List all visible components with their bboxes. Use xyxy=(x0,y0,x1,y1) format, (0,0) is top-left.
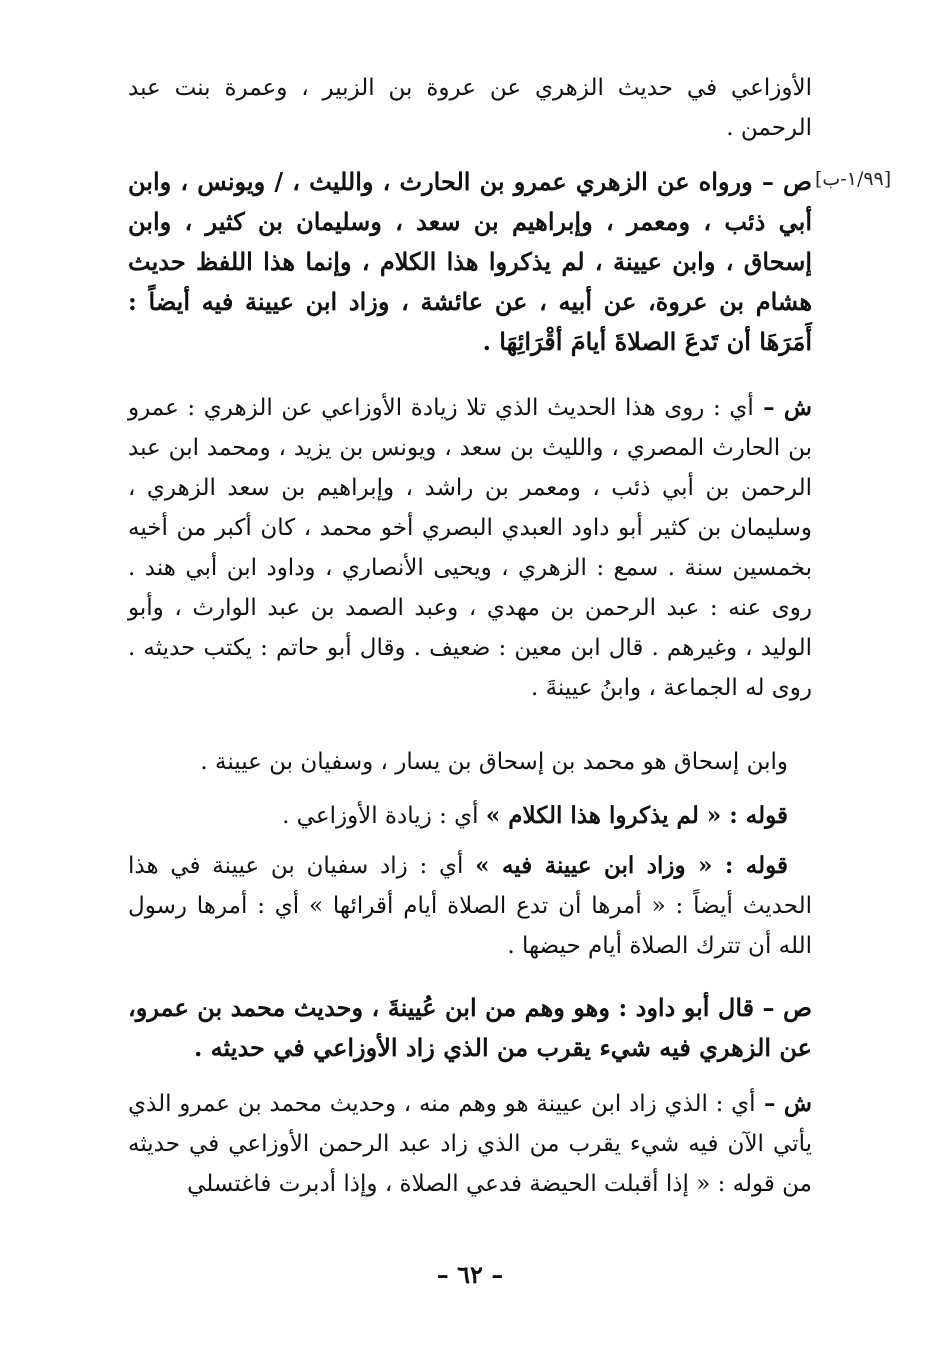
paragraph-text: أي : زاد سفيان بن عيينة في هذا الحديث أيضاً : « أمرها أن تدع الصلاة أيام أقرائها » أي : أمرها رسول الله أن تترك الصلاة أيام حيضها . xyxy=(128,853,812,959)
qawluhu-paragraph-1 xyxy=(128,796,812,836)
paragraph-text: أي : روى هذا الحديث الذي تلا زيادة الأوزاعي عن الزهري : عمرو بن الحارث المصري ، والليث بن سعد ، ويونس بن يزيد ، ومحمد ابن عبد الرحمن بن أبي ذئب ، ومعمر بن راشد ، وإبراهيم بن سعد الزهري ، وسليمان بن كثير أبو داود العبدي البصري أخو محمد ، كان أكبر من أخيه بخمسين سنة . سمع : الزهري ، ويحيى الأنصاري ، وداود ابن أبي هند . روى عنه : عبد الرحمن بن مهدي ، وعبد الصمد بن عبد الوارث ، وأبو الوليد ، وغيرهم . قال ابن معين : ضعيف . وقال أبو حاتم : يكتب حديثه . روى له الجماعة ، وابنُ عيينةَ . xyxy=(128,395,812,701)
matn-paragraph-1 xyxy=(128,162,812,362)
sharh-marker: ش – xyxy=(753,394,813,421)
commentary-paragraph xyxy=(128,742,812,782)
margin-reference: [١/٩٩-ب] xyxy=(815,168,892,190)
sharh-marker: ش – xyxy=(755,1090,813,1117)
paragraph-text: قال أبو داود : وهو وهم من ابن عُيينةَ ، وحديث محمد بن عمرو، عن الزهري فيه شيء يقرب من الذي زاد الأوزاعي في حديثه . xyxy=(128,993,812,1062)
sharh-paragraph-2 xyxy=(128,1084,812,1204)
paragraph-text: ورواه عن الزهري عمرو بن الحارث ، والليث ، / ويونس ، وابن أبي ذئب ، ومعمر ، وإبراهيم بن سعد ، وسليمان بن كثير ، وابن إسحاق ، وابن عيينة ، لم يذكروا هذا الكلام ، وإنما هذا اللفظ حديث هشام بن عروة، عن أبيه ، عن عائشة ، وزاد ابن عيينة فيه أيضاً : أَمَرَهَا أن تَدعَ الصلاةَ أيامَ أقْرَائِهَا . xyxy=(128,167,812,356)
page-number: – ٦٢ – xyxy=(436,1260,504,1289)
qawluhu-marker: قوله : xyxy=(712,852,788,879)
paragraph-continuation xyxy=(128,68,812,148)
paragraph-text: أي : الذي زاد ابن عيينة هو وهم منه ، وحديث محمد بن عمرو الذي يأتي الآن فيه شيء يقرب من الذي زاد عبد الرحمن الأوزاعي في حديثه من قوله : « إذا أقبلت الحيضة فدعي الصلاة ، وإذا أدبرت فاغتسلي xyxy=(128,1091,812,1197)
matn-paragraph-2 xyxy=(128,988,812,1068)
quoted-phrase: « لم يذكروا هذا الكلام » xyxy=(485,802,722,829)
quoted-phrase: « وزاد ابن عيينة فيه » xyxy=(475,852,713,879)
qawluhu-marker: قوله : xyxy=(721,802,788,829)
paragraph-text: وابن إسحاق هو محمد بن إسحاق بن يسار ، وسفيان بن عيينة . xyxy=(200,749,788,775)
matn-marker: ص – xyxy=(752,167,812,196)
sharh-paragraph-1 xyxy=(128,388,812,708)
paragraph-text: الأوزاعي في حديث الزهري عن عروة بن الزبير ، وعمرة بنت عبد الرحمن . xyxy=(128,75,812,141)
paragraph-text: أي : زيادة الأوزاعي . xyxy=(282,803,486,829)
matn-marker: ص – xyxy=(754,993,812,1022)
qawluhu-paragraph-2 xyxy=(128,846,812,966)
